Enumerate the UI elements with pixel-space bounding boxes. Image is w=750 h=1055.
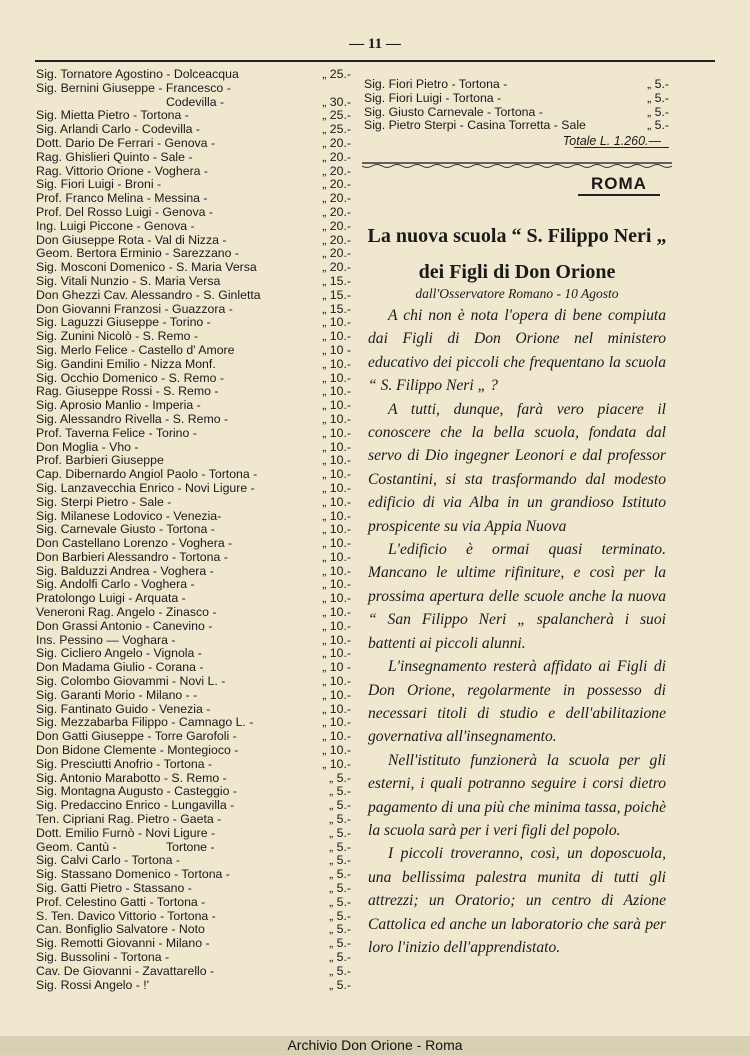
donor-entry: [36, 178, 351, 192]
donation-amount: „ 5.-: [329, 894, 351, 909]
donor-name: Don Madama Giulio - Corana -: [36, 660, 204, 675]
donor-entry: [36, 192, 351, 206]
donor-name: Don Castellano Lorenzo - Voghera -: [36, 536, 233, 551]
donor-name: Don Grassi Antonio - Canevino -: [36, 618, 213, 633]
donation-amount: „ 10.-: [322, 467, 351, 482]
donor-name: Sig. Andolfi Carlo - Voghera -: [36, 577, 195, 592]
donor-entry: [36, 523, 351, 537]
donor-name: Sig. Laguzzi Giuseppe - Torino -: [36, 315, 211, 330]
donation-amount: „ 25.-: [322, 122, 351, 137]
donor-entry: [36, 578, 351, 592]
donation-amount: „ 10.-: [322, 577, 351, 592]
donor-entry: [36, 82, 351, 96]
donation-amount: „ 30.-: [322, 94, 351, 109]
donor-entry: [36, 247, 351, 261]
donor-name: Sig. Fiori Pietro - Tortona -: [364, 77, 508, 91]
donor-entry: [36, 510, 351, 524]
donation-amount: „ 10.-: [322, 591, 351, 606]
donor-name: Don Gatti Giuseppe - Torre Garofoli -: [36, 729, 237, 744]
donor-name: Sig. Balduzzi Andrea - Voghera -: [36, 563, 214, 578]
donor-entry: [36, 689, 351, 703]
donor-name: Sig. Antonio Marabotto - S. Remo -: [36, 770, 227, 785]
donation-amount: „ 20.-: [322, 218, 351, 233]
donor-entry: [36, 716, 351, 730]
donor-entry: [36, 606, 351, 620]
donation-amount: „ 20.-: [322, 260, 351, 275]
donation-amount: „ 10.-: [322, 425, 351, 440]
donation-amount: „ 10.-: [322, 480, 351, 495]
donor-entry: [36, 951, 351, 965]
donor-name: Geom. Cantù -: [36, 839, 117, 854]
donor-name: Don Barbieri Alessandro - Tortona -: [36, 549, 228, 564]
donor-name: Don Giovanni Franzosi - Guazzora -: [36, 301, 233, 316]
donation-amount: „ 5.-: [329, 922, 351, 937]
donor-entry: [36, 537, 351, 551]
donation-amount: „ 15.-: [322, 301, 351, 316]
donation-amount: „ 5.-: [647, 104, 669, 119]
donor-name: Sig. Occhio Domenico - S. Remo -: [36, 370, 224, 385]
donation-amount: „ 20.-: [322, 246, 351, 261]
donation-amount: „ 15.-: [322, 287, 351, 302]
donor-entry: [36, 234, 351, 248]
donor-name: Prof. Franco Melina - Messina -: [36, 191, 208, 206]
donor-entry: [36, 592, 351, 606]
donor-entry: [36, 123, 351, 137]
donor-entry: [364, 119, 669, 133]
donor-entry: [36, 316, 351, 330]
donor-entry: [36, 137, 351, 151]
donation-amount: „ 10.-: [322, 522, 351, 537]
donor-entry: [36, 744, 351, 758]
donor-entry: [36, 275, 351, 289]
donor-name: Sig. Bussolini - Tortona -: [36, 950, 170, 964]
donor-entry: [36, 730, 351, 744]
article-paragraph: I piccoli troveranno, così, un doposcuola, una bellissima palestra munita di tutti gli attrezzi; un Oratorio; un centro di Azione Cattolica ed anche un laboratorio che sarà per loro l'inizio dell'apprendistato.: [368, 845, 666, 956]
donor-name: Sig. Carnevale Giusto - Tortona -: [36, 522, 215, 537]
donor-entry: [36, 634, 351, 648]
donor-name: S. Ten. Davico Vittorio - Tortona -: [36, 908, 216, 923]
donation-amount: „ 5.-: [329, 784, 351, 799]
donor-name: Sig. Presciutti Anofrio - Tortona -: [36, 756, 213, 771]
donation-amount: „ 10.-: [322, 356, 351, 371]
article-title-line-2: dei Figli di Don Orione: [418, 261, 616, 283]
donation-amount: „ 10.-: [322, 536, 351, 551]
donation-amount: „ 10.-: [322, 453, 351, 468]
article-source: dall'Osservatore Romano - 10 Agosto: [415, 286, 619, 301]
donor-name: Sig. Lanzavecchia Enrico - Novi Ligure -: [36, 480, 255, 495]
donor-name: Prof. Barbieri Giuseppe: [36, 453, 164, 468]
donor-entry: [36, 661, 351, 675]
donor-entry: [36, 261, 351, 275]
donor-entry: [364, 106, 669, 120]
donor-entry: [36, 758, 351, 772]
donation-amount: „ 10.-: [322, 384, 351, 399]
donation-amount: „ 20.-: [322, 135, 351, 150]
donor-name: Dott. Emilio Furnò - Novi Ligure -: [36, 825, 216, 840]
donor-entry: [36, 96, 351, 110]
article-title: [358, 218, 676, 290]
donor-name: Rag. Vittorio Orione - Voghera -: [36, 163, 209, 178]
donor-entry: [36, 827, 351, 841]
donor-name: Sig. Gandini Emilio - Nizza Monf.: [36, 356, 216, 371]
donor-name: Don Giuseppe Rota - Val di Nizza -: [36, 232, 227, 247]
donor-name: Prof. Del Rosso Luigi - Genova -: [36, 204, 214, 219]
donor-entry: [36, 965, 351, 979]
page-number: — 11 —: [349, 36, 401, 52]
article-body: [368, 304, 666, 959]
top-rule: [35, 60, 715, 62]
donor-name: Sig. Gatti Pietro - Stassano -: [36, 881, 192, 896]
donor-entry: [36, 551, 351, 565]
donor-entry: [36, 868, 351, 882]
donation-amount: „ 10 -: [322, 342, 351, 357]
donation-amount: „ 5.-: [329, 839, 351, 854]
donation-amount: „ 10.-: [322, 618, 351, 633]
donor-entry: [36, 923, 351, 937]
archive-footer: Archivio Don Orione - Roma: [287, 1037, 463, 1053]
donor-entry: [36, 344, 351, 358]
donation-amount: „ 5.-: [329, 977, 351, 992]
donation-amount: „ 10.-: [322, 701, 351, 716]
donor-entry: [36, 151, 351, 165]
donation-amount: „ 10.-: [322, 508, 351, 523]
donation-amount: „ 10.-: [322, 632, 351, 647]
section-header-roma: ROMA: [578, 174, 660, 196]
donation-amount: „ 5.-: [329, 908, 351, 923]
donation-amount: „ 10.-: [322, 439, 351, 454]
donation-amount: „ 10.-: [322, 715, 351, 730]
donor-entry: [36, 109, 351, 123]
donor-name: Sig. Stassano Domenico - Tortona -: [36, 867, 230, 882]
donation-amount: „ 10.-: [322, 674, 351, 689]
donor-entry: [36, 289, 351, 303]
article-paragraph: A tutti, dunque, farà vero piacere il conoscere che la bella scuola, fondata dal servo di Dio ingegner Leonori e dal professor Costantini, si sta trasformando dal modesto edificio di via Alba in un grandioso Istituto prospicente su via Appia Nuova: [368, 400, 666, 535]
donor-entry: [36, 303, 351, 317]
donor-name: Sig. Cicliero Angelo - Vignola -: [36, 646, 202, 661]
donor-entry: [36, 937, 351, 951]
donor-entry: [36, 841, 351, 855]
donation-amount: „ 20.-: [322, 232, 351, 247]
donor-entry: [364, 78, 669, 92]
donor-entry: [36, 675, 351, 689]
donation-amount: „ 5.-: [329, 812, 351, 827]
donor-entry: [36, 413, 351, 427]
donor-entry: [36, 647, 351, 661]
donor-name: Sig. Rossi Angelo - !': [36, 977, 150, 992]
donor-name: Ten. Cipriani Rag. Pietro - Gaeta -: [36, 812, 222, 827]
donor-entry: [36, 882, 351, 896]
donor-entry: [36, 372, 351, 386]
donor-entry: [36, 220, 351, 234]
donation-amount: „ 5.-: [329, 798, 351, 813]
donor-entry: [36, 385, 351, 399]
donor-name: Rag. Ghislieri Quinto - Sale -: [36, 149, 193, 164]
donation-amount: „ 15.-: [322, 273, 351, 288]
donor-name: Sig. Garanti Morio - Milano - -: [36, 687, 198, 702]
donor-entry: [36, 772, 351, 786]
donation-amount: „ 10.-: [322, 563, 351, 578]
donor-name-continuation: Codevilla -: [166, 94, 225, 109]
donation-amount: „ 10.-: [322, 729, 351, 744]
donor-entry: [36, 358, 351, 372]
donor-entry: [36, 468, 351, 482]
donor-name: Sig. Mosconi Domenico - S. Maria Versa: [36, 260, 257, 275]
donor-entry: [36, 482, 351, 496]
donor-name: Pratolongo Luigi - Arquata -: [36, 591, 186, 606]
donor-name: Sig. Alessandro Rivella - S. Remo -: [36, 411, 229, 426]
donor-entry: [36, 206, 351, 220]
donation-amount: „ 10.-: [322, 605, 351, 620]
donor-entry: [36, 785, 351, 799]
donation-amount: „ 20.-: [322, 204, 351, 219]
donor-list-left: [36, 68, 351, 992]
donor-entry: [36, 979, 351, 993]
donation-amount: „ 5.-: [329, 770, 351, 785]
donor-entry: [364, 92, 669, 106]
article-paragraph: L'edificio è ormai quasi terminato. Mancano le ultime rifiniture, e così per la prossima apertura delle scuole anche la nuova “ San Filippo Neri „ spalancherà i suoi battenti ai piccoli alunni.: [368, 541, 666, 652]
donor-name: Sig. Mietta Pietro - Tortona -: [36, 108, 189, 123]
donor-entry: [36, 910, 351, 924]
donation-amount: „ 5.-: [329, 867, 351, 882]
donation-amount: „ 5.-: [329, 853, 351, 868]
donor-name: Cav. De Giovanni - Zavattarello -: [36, 963, 215, 978]
donor-name: Sig. Fiori Luigi - Broni -: [36, 177, 162, 192]
donation-amount: „ 5.-: [647, 77, 669, 91]
donation-amount: „ 5.-: [647, 90, 669, 105]
donor-list-right: [364, 78, 669, 148]
total-amount: Totale L. 1.260.—: [562, 134, 661, 149]
donor-name: Sig. Calvi Carlo - Tortona -: [36, 853, 180, 868]
donor-name: Rag. Giuseppe Rossi - S. Remo -: [36, 384, 219, 399]
donor-name: Sig. Vitali Nunzio - S. Maria Versa: [36, 273, 221, 288]
donation-amount: „ 25.-: [322, 67, 351, 81]
donor-name: Don Bidone Clemente - Montegioco -: [36, 743, 239, 758]
article-paragraph: L'insegnamento resterà affidato ai Figli di Don Orione, regolarmente in possesso di necessari titoli di studio e dell'abilitazione governativa all'insegnamento.: [368, 658, 666, 746]
donation-amount: „ 10.-: [322, 329, 351, 344]
donor-entry: [36, 854, 351, 868]
donor-name: Sig. Zunini Nicolò - S. Remo -: [36, 329, 198, 344]
donation-amount: „ 10.-: [322, 411, 351, 426]
donor-entry: [36, 496, 351, 510]
donor-name: Sig. Tornatore Agostino - Dolceacqua: [36, 67, 239, 81]
donation-amount: „ 25.-: [322, 108, 351, 123]
article-paragraph: A chi non è nota l'opera di bene compiuta dai Figli di Don Orione nel ministero educativo dei piccoli che frequentano la scuola “ S. Filippo Neri „ ?: [368, 307, 666, 395]
donor-name: Ing. Luigi Piccone - Genova -: [36, 218, 195, 233]
donor-name: Dott. Dario De Ferrari - Genova -: [36, 135, 216, 150]
donor-name: Geom. Bertora Erminio - Sarezzano -: [36, 246, 239, 261]
donor-entry: [36, 399, 351, 413]
donation-amount: „ 10.-: [322, 494, 351, 509]
donor-entry: [36, 427, 351, 441]
donation-amount: „ 20.-: [322, 149, 351, 164]
donation-amount: „ 20.-: [322, 191, 351, 206]
donor-name: Sig. Giusto Carnevale - Tortona -: [364, 104, 543, 119]
donation-amount: „ 10.-: [322, 756, 351, 771]
donor-entry: [36, 68, 351, 82]
donor-name: Sig. Predaccino Enrico - Lungavilla -: [36, 798, 235, 813]
donor-name: Can. Bonfiglio Salvatore - Noto: [36, 922, 205, 937]
donor-name: Prof. Taverna Felice - Torino -: [36, 425, 197, 440]
donor-entry: [36, 330, 351, 344]
donation-amount: „ 10.-: [322, 398, 351, 413]
donor-name: Sig. Milanese Lodovico - Venezia-: [36, 508, 222, 523]
donor-entry: [36, 165, 351, 179]
donor-name: Don Ghezzi Cav. Alessandro - S. Ginletta: [36, 287, 261, 302]
donation-amount: „ 5.-: [329, 881, 351, 896]
donor-name: Sig. Montagna Augusto - Casteggio -: [36, 784, 237, 799]
donation-amount: „ 20.-: [322, 177, 351, 192]
donor-entry: [36, 454, 351, 468]
donor-entry: [36, 703, 351, 717]
donor-name: Sig. Merlo Felice - Castello d' Amore: [36, 342, 235, 357]
donation-amount: „ 10.-: [322, 315, 351, 330]
donation-amount: „ 10.-: [322, 370, 351, 385]
donor-name: Sig. Bernini Giuseppe - Francesco -: [36, 80, 231, 95]
donation-amount: „ 10.-: [322, 646, 351, 661]
donor-name-continuation: Tortone -: [166, 839, 215, 854]
donor-name: Sig. Fantinato Guido - Venezia -: [36, 701, 211, 716]
donation-amount: „ 10.-: [322, 743, 351, 758]
donor-entry: [36, 565, 351, 579]
donor-name: Sig. Mezzabarba Filippo - Camnago L. -: [36, 715, 254, 730]
donation-amount: „ 5.-: [329, 950, 351, 964]
donation-amount: „ 10.-: [322, 687, 351, 702]
donor-name: Prof. Celestino Gatti - Tortona -: [36, 894, 206, 909]
donation-amount: „ 20.-: [322, 163, 351, 178]
article-title-line-1: La nuova scuola “ S. Filippo Neri „: [367, 225, 667, 247]
donor-entry: [36, 799, 351, 813]
donor-entry: [36, 441, 351, 455]
donor-entry: [36, 896, 351, 910]
article-paragraph: Nell'istituto funzionerà la scuola per gli esterni, i quali potranno seguire i corsi dietro pagamento di una più che minima tassa, poichè la scuola sarà per i veri figli del popolo.: [368, 751, 666, 839]
donation-amount: „ 10 -: [322, 660, 351, 675]
ornamental-divider: [362, 160, 672, 170]
donor-name: Sig. Sterpi Pietro - Sale -: [36, 494, 172, 509]
donor-entry: [36, 620, 351, 634]
donor-name: Sig. Remotti Giovanni - Milano -: [36, 936, 210, 951]
donation-amount: „ 10.-: [322, 549, 351, 564]
donor-name: Veneroni Rag. Angelo - Zinasco -: [36, 605, 217, 620]
donation-amount: „ 5.-: [329, 963, 351, 978]
donation-amount: „ 5.-: [329, 936, 351, 951]
donor-name: Sig. Arlandi Carlo - Codevilla -: [36, 122, 201, 137]
donor-name: Ins. Pessino — Voghara -: [36, 632, 176, 647]
donor-entry: [36, 813, 351, 827]
donor-name: Sig. Pietro Sterpi - Casina Torretta - Sale: [364, 118, 586, 133]
donor-name: Don Moglia - Vho -: [36, 439, 139, 454]
donor-name: Cap. Dibernardo Angiol Paolo - Tortona -: [36, 467, 258, 482]
donor-name: Sig. Colombo Giovammi - Novi L. -: [36, 674, 226, 689]
donor-name: Sig. Aprosio Manlio - Imperia -: [36, 398, 201, 413]
donation-amount: „ 5.-: [647, 118, 669, 133]
donation-amount: „ 5.-: [329, 825, 351, 840]
donor-name: Sig. Fiori Luigi - Tortona -: [364, 90, 502, 105]
